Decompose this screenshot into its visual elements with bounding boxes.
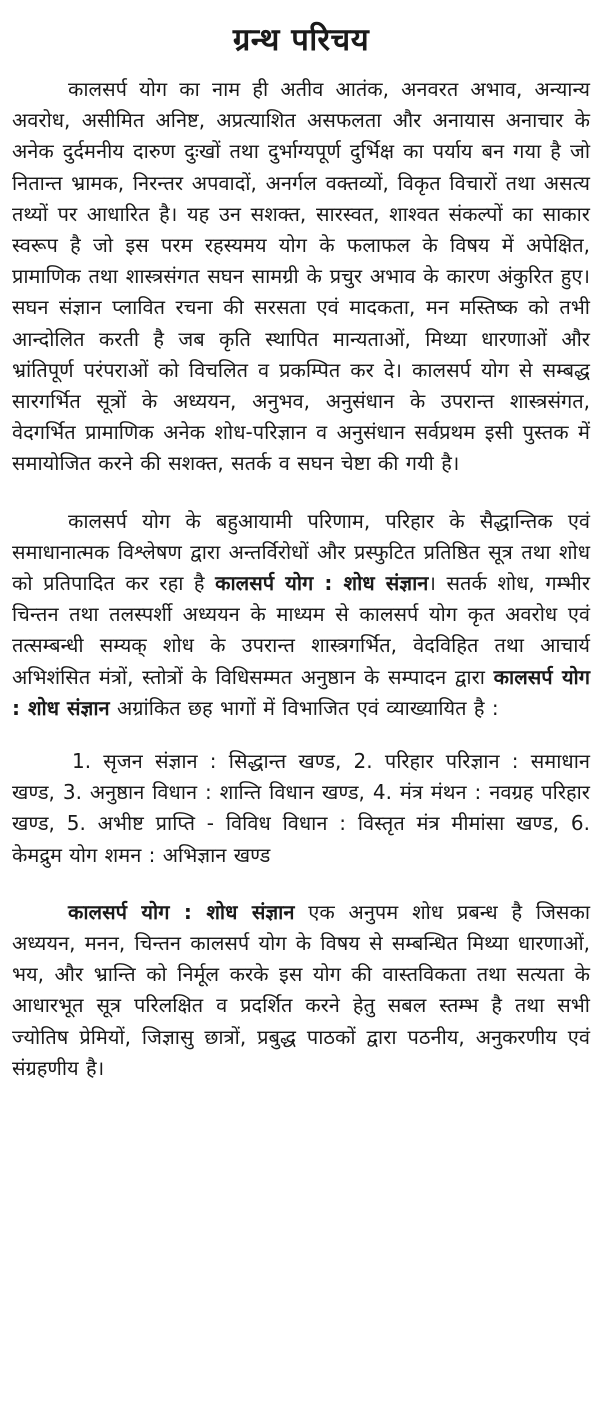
page-title: ग्रन्थ परिचय bbox=[232, 22, 370, 58]
book-name-bold: कालसर्प योग : शोध संज्ञान bbox=[68, 899, 295, 924]
book-introduction-page bbox=[12, 18, 590, 1408]
paragraph-1 bbox=[12, 74, 590, 480]
paragraph-2-text-b: । सतर्क शोध, गम्भीर चिन्तन तथा तलस्पर्शी अध्ययन के माध्यम से कालसर्प योग कृत अवरोध एवं तत्सम्बन्धी सम्यक् शोध के उपरान्त शास्त्रगर्भित, वेदविहित तथा आचार्य अभिशंसित मंत्रों, स्तोत्रों के विधिसम्मत अनुष्ठान के सम्पादन द्वारा bbox=[12, 571, 591, 689]
paragraph-3-section-list bbox=[12, 746, 590, 871]
paragraph-2 bbox=[12, 506, 590, 724]
book-name-bold: कालसर्प योग : शोध संज्ञान bbox=[215, 571, 429, 596]
book-name-bold: कालसर्प योग : शोध संज्ञान bbox=[12, 664, 591, 720]
paragraph-2-text-a: कालसर्प योग के बहुआयामी परिणाम, परिहार के सैद्धान्तिक एवं समाधानात्मक विश्लेषण द्वारा अन्तर्विरोधों और प्रस्फुटित प्रतिष्ठित सूत्र तथा शोध को प्रतिपादित कर रहा है bbox=[12, 508, 590, 596]
paragraph-1-text: कालसर्प योग का नाम ही अतीव आतंक, अनवरत अभाव, अन्यान्य अवरोध, असीमित अनिष्ट, अप्रत्याशित असफलता और अनायास अनाचार के अनेक दुर्दमनीय दारुण दुःखों तथा दुर्भाग्यपूर्ण दुर्भिक्ष का पर्याय बन गया है जो नितान्त भ्रामक, निरन्तर अपवादों, अनर्गल वक्तव्यों, विकृत विचारों तथा असत्य तथ्यों पर आधारित है। यह उन सशक्त, सारस्वत, शाश्वत संकल्पों का साकार स्वरूप है जो इस परम रहस्यमय योग के फलाफल के विषय में अपेक्षित, प्रामाणिक तथा शास्त्रसंगत सघन सामग्री के प्रचुर अभाव के कारण अंकुरित हुए। सघन संज्ञान प्लावित रचना की सरसता एवं मादकता, मन मस्तिष्क को तभी आन्दोलित करती है जब कृति स्थापित मान्यताओं, मिथ्या धारणाओं और भ्रांतिपूर्ण परंपराओं को विचलित व प्रकम्पित कर दे। कालसर्प योग से सम्बद्ध सारगर्भित सूत्रों के अध्ययन, अनुभव, अनुसंधान के उपरान्त शास्त्रसंगत, वेदगर्भित प्रामाणिक अनेक शोध-परिज्ञान व अनुसंधान सर्वप्रथम इसी पुस्तक में समायोजित करने की सशक्त, सतर्क व सघन चेष्टा की गयी है। bbox=[12, 77, 590, 476]
paragraph-2-text-c: अग्रांकित छह भागों में विभाजित एवं व्याख्यायित है : bbox=[109, 695, 499, 720]
section-list-text: 1. सृजन संज्ञान : सिद्धान्त खण्ड, 2. परिहार परिज्ञान : समाधान खण्ड, 3. अनुष्ठान विधान : शान्ति विधान खण्ड, 4. मंत्र मंथन : नवग्रह परिहार खण्ड, 5. अभीष्ट प्राप्ति - विविध विधान : विस्तृत मंत्र मीमांसा खण्ड, 6. केमद्रुम योग शमन : अभिज्ञान खण्ड bbox=[12, 749, 590, 867]
paragraph-4-text: एक अनुपम शोध प्रबन्ध है जिसका अध्ययन, मनन, चिन्तन कालसर्प योग के विषय से सम्बन्धित मिथ्या धारणाओं, भय, और भ्रान्ति को निर्मूल करके इस योग की वास्तविकता तथा सत्यता के आधारभूत सूत्र परिलक्षित व प्रदर्शित करने हेतु सबल स्तम्भ है तथा सभी ज्योतिष प्रेमियों, जिज्ञासु छात्रों, प्रबुद्ध पाठकों द्वारा पठनीय, अनुकरणीय एवं संग्रहणीय है। bbox=[12, 899, 590, 1080]
paragraph-4 bbox=[12, 897, 590, 1084]
